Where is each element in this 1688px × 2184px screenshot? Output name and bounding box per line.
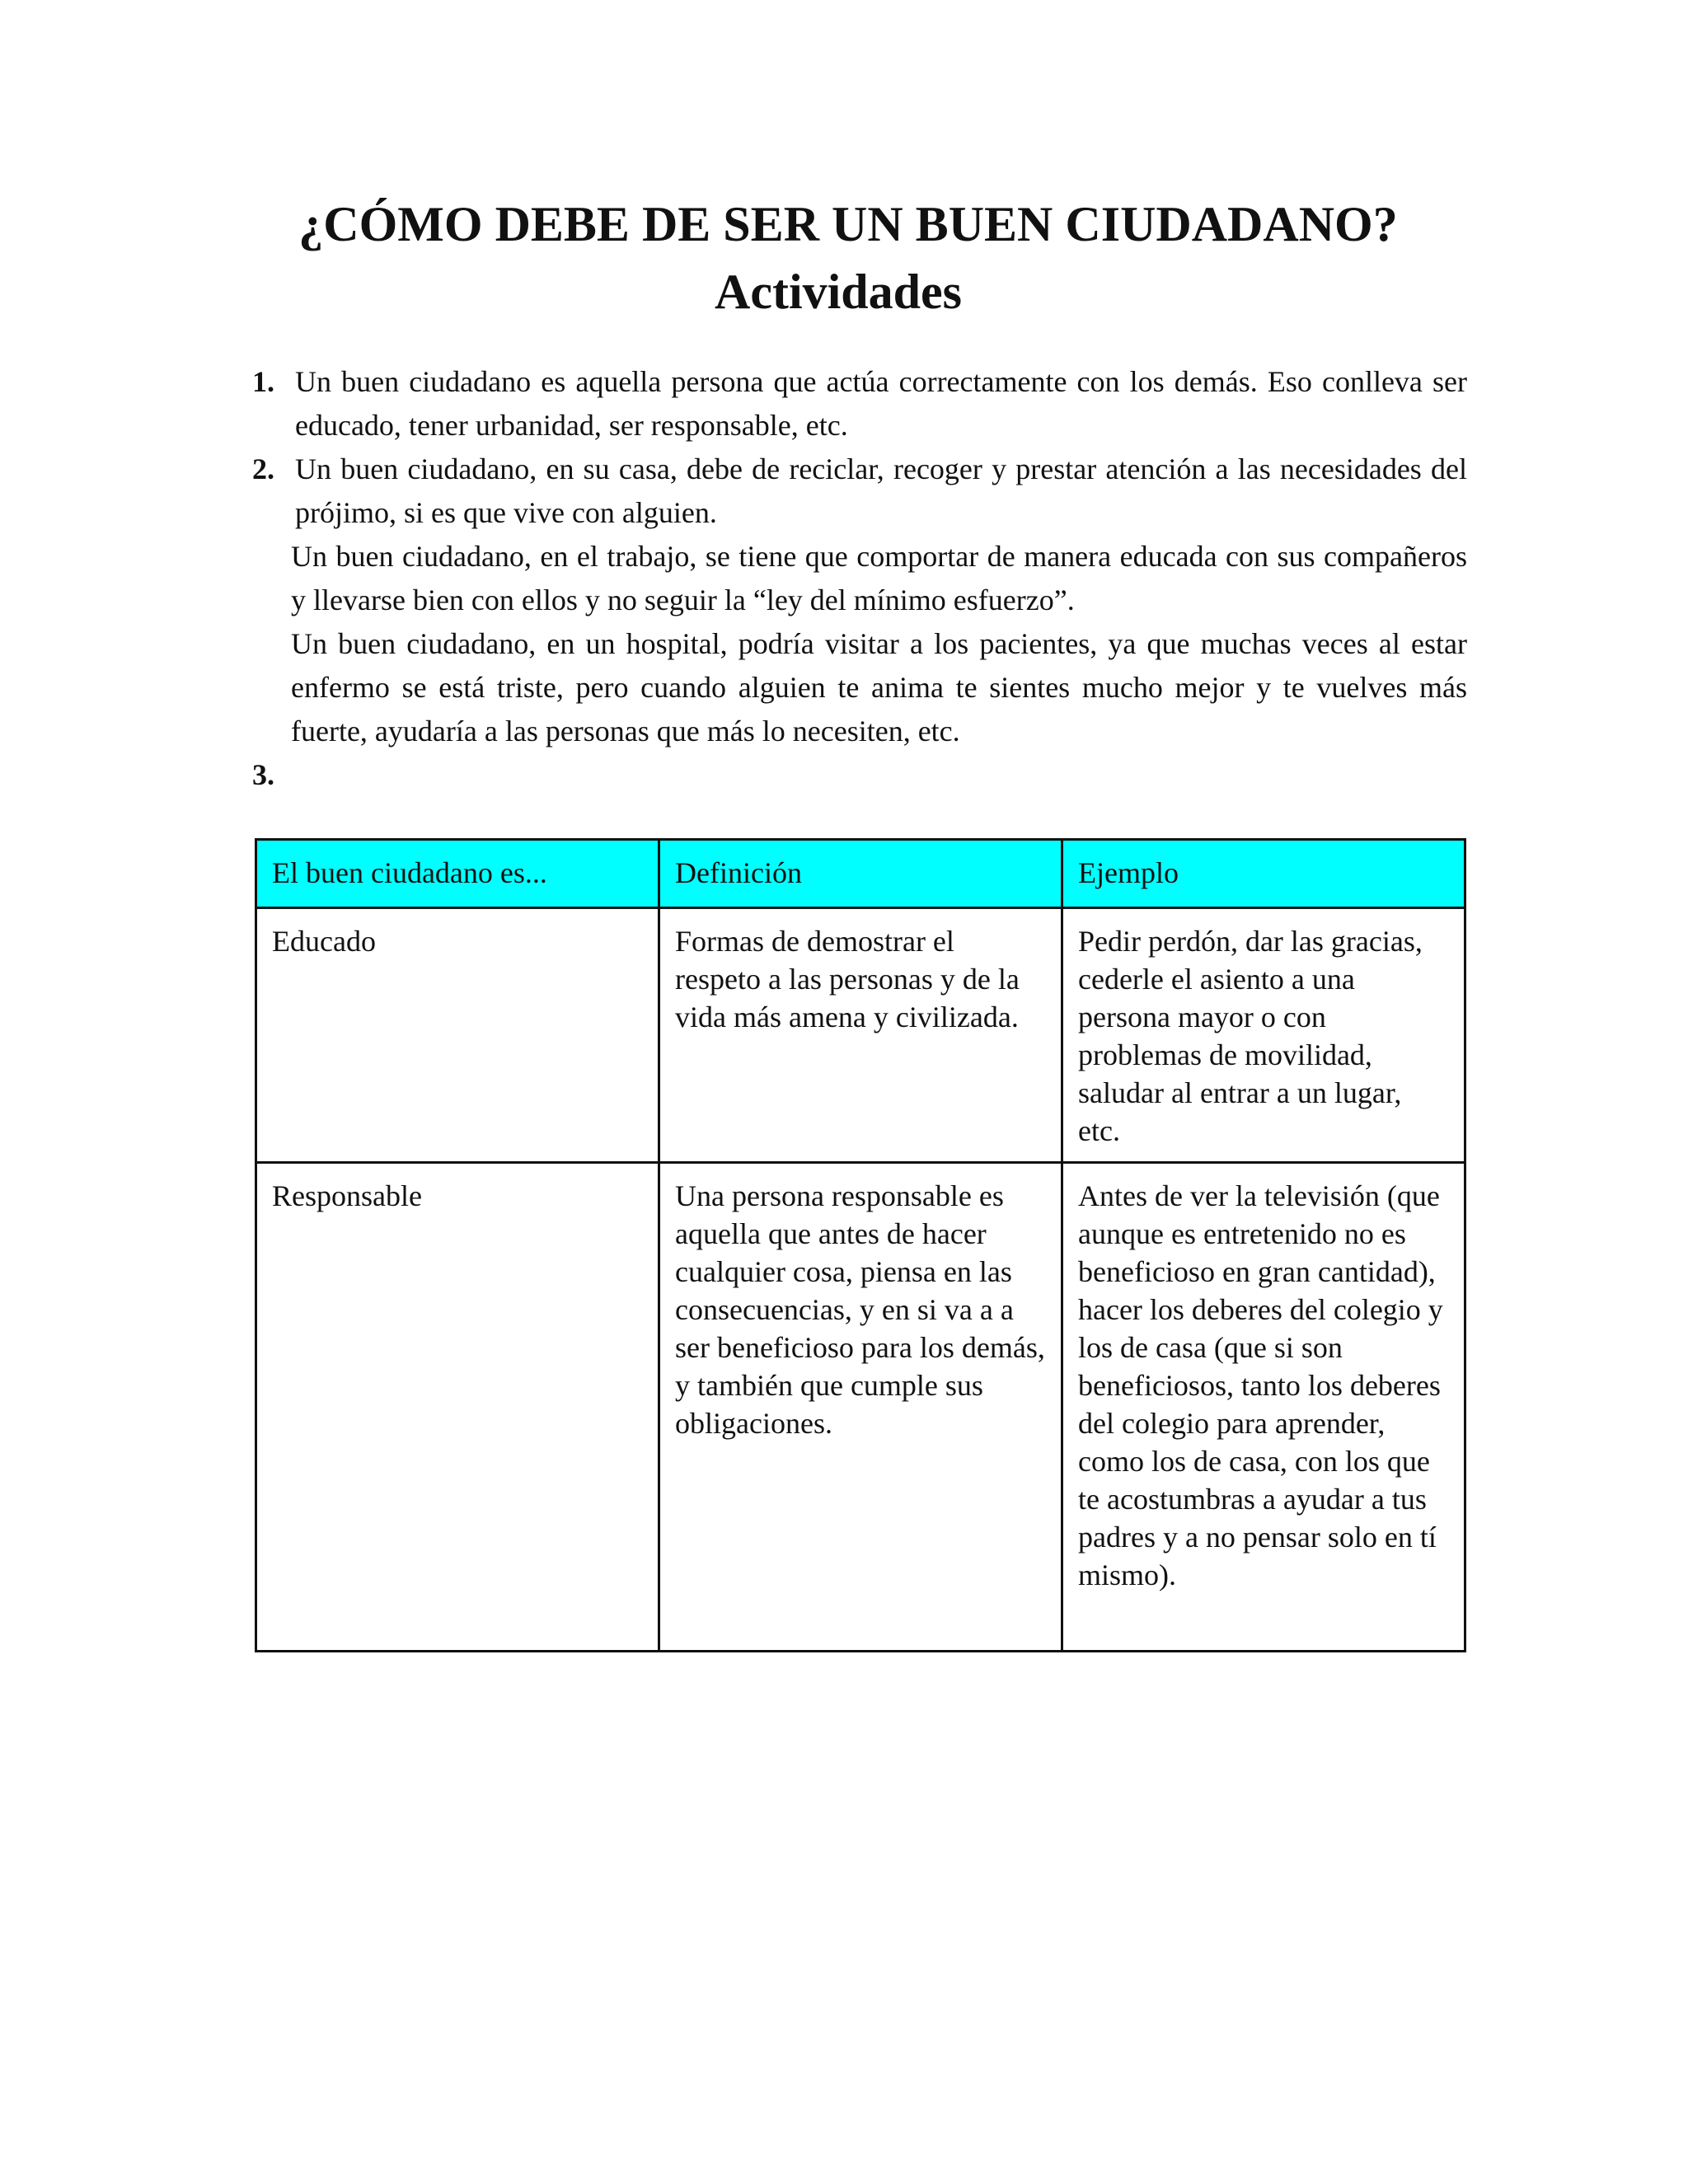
table-cell: Educado (256, 908, 659, 1163)
paragraph-hospital: Un buen ciudadano, en un hospital, podría visitar a los pacientes, ya que muchas veces al estar enfermo se está triste, pero cuando alguien te anima te sientes mucho mejor y te vuelves más fuerte, ayudaría a las personas que más lo necesiten, etc. (291, 627, 1467, 748)
table-header-cell: Ejemplo (1062, 840, 1465, 908)
citizen-table (255, 838, 1466, 1652)
document-title: ¿CÓMO DEBE DE SER UN BUEN CIUDADANO? (298, 197, 1398, 251)
table-row (256, 908, 1465, 1163)
item-number: 3. (252, 758, 274, 791)
activity-item-1 (252, 360, 1467, 448)
activity-item-3 (252, 753, 1467, 797)
table-header-cell: El buen ciudadano es... (256, 840, 659, 908)
item-number: 2. (252, 452, 274, 485)
paragraph-work: Un buen ciudadano, en el trabajo, se tiene que comportar de manera educada con sus compañeros y llevarse bien con ellos y no seguir la “ley del mínimo esfuerzo”. (291, 540, 1467, 616)
item-number: 1. (252, 365, 274, 398)
item-text: Un buen ciudadano es aquella persona que actúa correctamente con los demás. Eso conlleva ser educado, tener urbanidad, ser responsable, etc. (295, 365, 1467, 442)
activities-list (252, 360, 1467, 797)
table-row (256, 1163, 1465, 1652)
table-header-row (256, 840, 1465, 908)
item-text: Un buen ciudadano, en su casa, debe de reciclar, recoger y prestar atención a las necesidades del prójimo, si es que vive con alguien. (295, 452, 1467, 529)
activity-item-2 (252, 448, 1467, 535)
document-subtitle: Actividades (715, 265, 962, 319)
table-cell: Antes de ver la televisión (que aunque es entretenido no es beneficioso en gran cantidad), hacer los deberes del colegio y los de casa (que si son beneficiosos, tanto los deberes del colegio para aprender, como los de casa, con los que te acostumbras a ayudar a tus padres y a no pensar solo en tí mismo). (1062, 1163, 1465, 1652)
table-cell: Una persona responsable es aquella que antes de hacer cualquier cosa, piensa en las consecuencias, y en si va a a ser beneficioso para los demás, y también que cumple sus obligaciones. (659, 1163, 1062, 1652)
table-cell: Formas de demostrar el respeto a las personas y de la vida más amena y civilizada. (659, 908, 1062, 1163)
table-cell: Pedir perdón, dar las gracias, cederle el asiento a una persona mayor o con problemas de movilidad, saludar al entrar a un lugar, etc. (1062, 908, 1465, 1163)
table-header-cell: Definición (659, 840, 1062, 908)
table-cell: Responsable (256, 1163, 659, 1652)
